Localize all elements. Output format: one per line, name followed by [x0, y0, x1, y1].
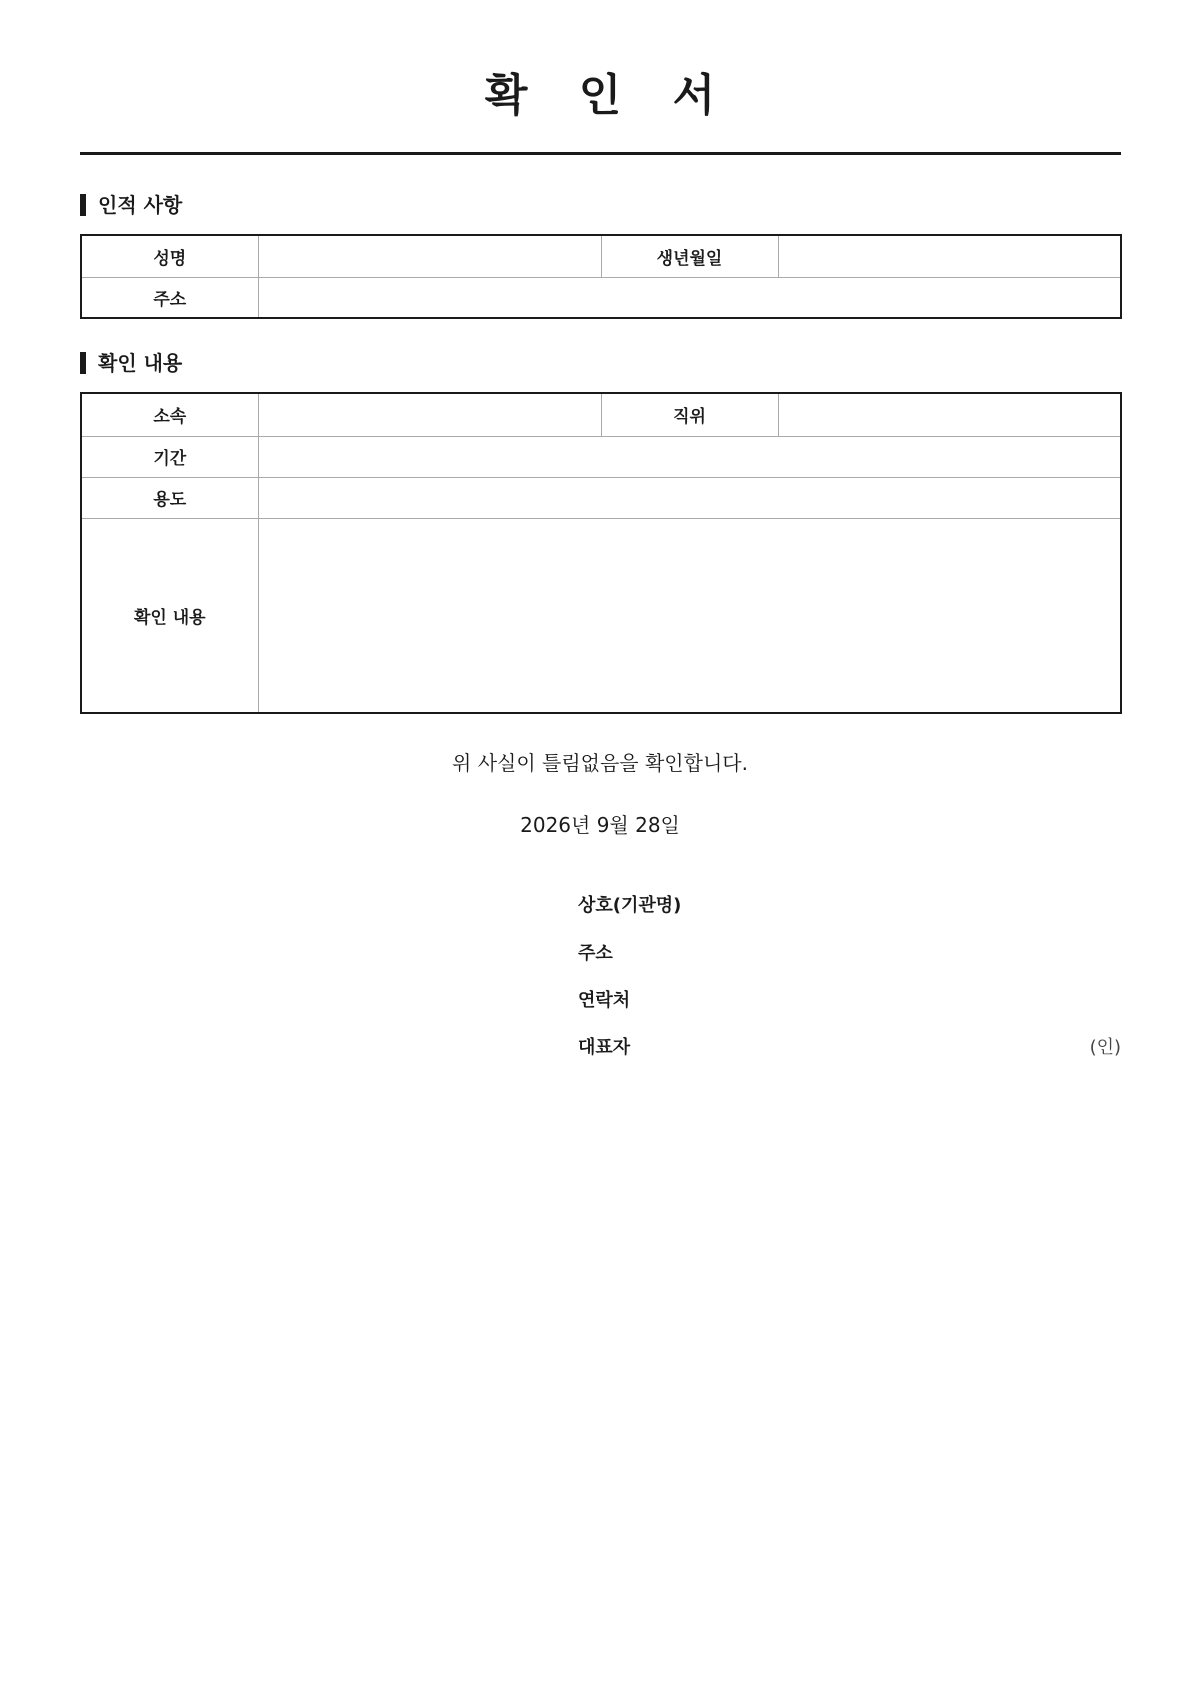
position-label: 직위 [601, 393, 778, 436]
purpose-field[interactable] [258, 477, 1121, 518]
details-label: 확인 내용 [81, 518, 258, 713]
representative-label: 대표자 [578, 1037, 631, 1058]
table-row [81, 277, 1121, 318]
address-label: 주소 [81, 277, 258, 318]
signature-company-row [578, 892, 1121, 920]
personal-info-table [80, 234, 1122, 319]
period-field[interactable] [258, 436, 1121, 477]
birth-date-label: 생년월일 [601, 235, 778, 277]
position-field[interactable] [778, 393, 1121, 436]
affiliation-label: 소속 [81, 393, 258, 436]
table-row [81, 393, 1121, 436]
period-label: 기간 [81, 436, 258, 477]
seal-placeholder: (인) [1089, 1037, 1121, 1058]
table-row [81, 436, 1121, 477]
name-label: 성명 [81, 235, 258, 277]
affiliation-field[interactable] [258, 393, 601, 436]
signature-contact-row [578, 987, 1121, 1015]
document-title: 확 인 서 [484, 70, 734, 121]
section-marker-bar [80, 194, 86, 216]
table-row [81, 477, 1121, 518]
table-row [81, 518, 1121, 713]
table-row [81, 235, 1121, 277]
personal-info-heading-text: 인적 사항 [98, 193, 183, 217]
birth-date-field[interactable] [778, 235, 1121, 277]
name-field[interactable] [258, 235, 601, 277]
personal-info-heading [80, 193, 182, 217]
document-date: 2026년 9월 28일 [520, 813, 680, 837]
confirmation-statement: 위 사실이 틀림없음을 확인합니다. [452, 751, 748, 775]
section-marker-bar [80, 352, 86, 374]
confirmation-heading [80, 351, 182, 375]
signature-address-row [578, 940, 1121, 968]
company-name-label: 상호(기관명) [578, 895, 682, 916]
purpose-label: 용도 [81, 477, 258, 518]
signature-representative-row [578, 1034, 1121, 1062]
details-field[interactable] [258, 518, 1121, 713]
title-divider [80, 152, 1121, 155]
contact-label: 연락처 [578, 990, 631, 1011]
company-address-label: 주소 [578, 943, 613, 964]
address-field[interactable] [258, 277, 1121, 318]
confirmation-table [80, 392, 1122, 714]
confirmation-heading-text: 확인 내용 [98, 351, 183, 375]
